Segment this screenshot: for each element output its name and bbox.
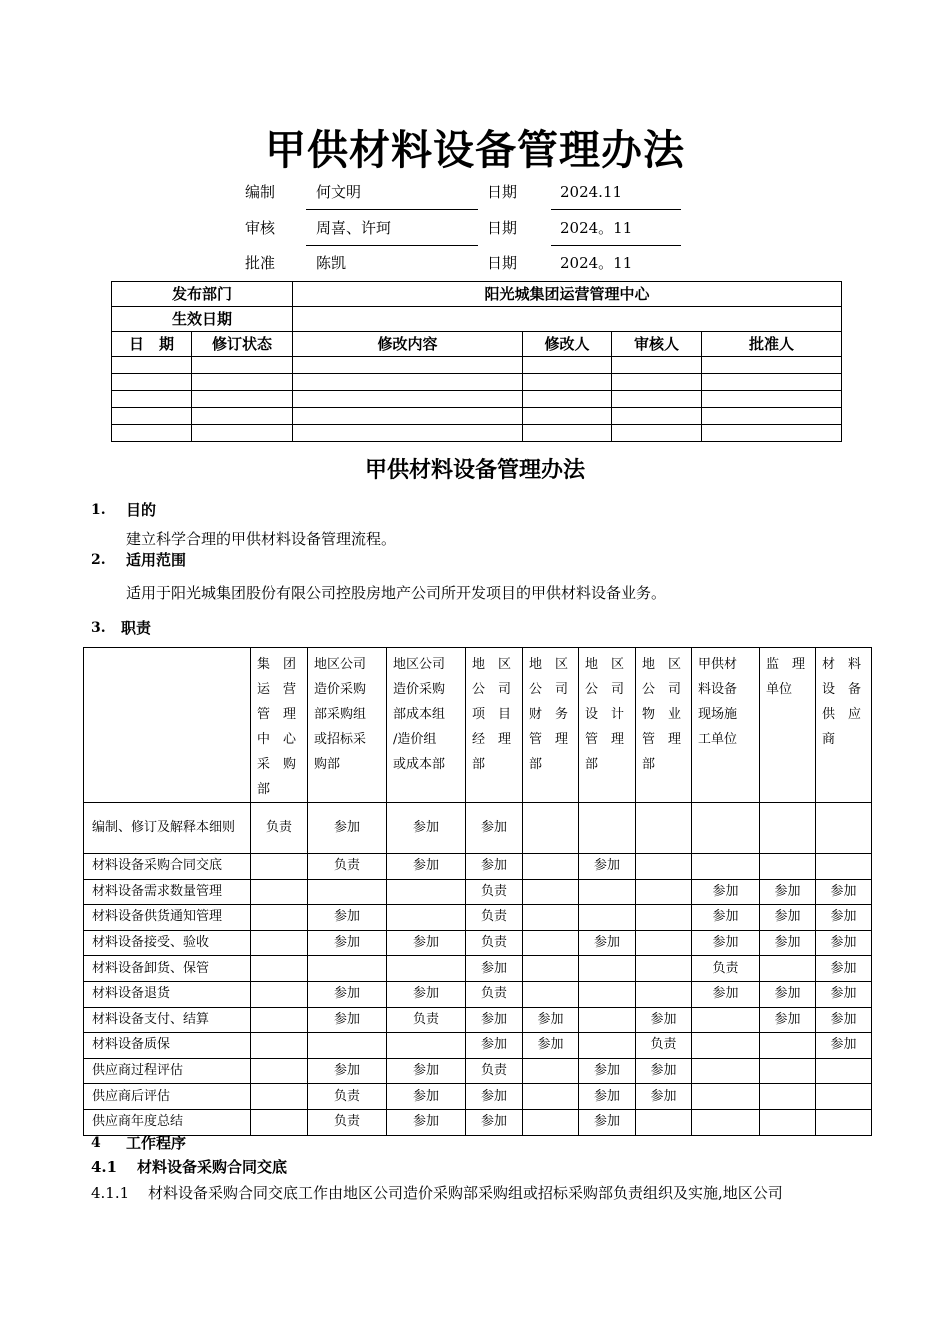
column-header-line: 现场施 — [698, 707, 738, 722]
meta-date-label: 日期 — [487, 183, 518, 201]
role-cell — [308, 956, 387, 982]
role-cell: 参加 — [308, 905, 387, 931]
role-cell: 参加 — [816, 981, 872, 1007]
role-cell: 参加 — [760, 879, 816, 905]
role-cell — [636, 1109, 692, 1135]
role-cell — [760, 1084, 816, 1110]
role-cell: 参加 — [387, 981, 466, 1007]
column-header-line: 财 务 — [529, 707, 569, 722]
role-cell — [692, 1033, 760, 1059]
column-header-line: 地 区 — [585, 657, 625, 672]
role-cell — [251, 1033, 308, 1059]
role-cell — [579, 803, 636, 854]
column-header-line: 管 理 — [642, 732, 682, 747]
column-header-line: 设 备 — [822, 682, 862, 697]
role-cell — [523, 854, 579, 880]
table-row — [84, 1109, 872, 1135]
role-cell — [251, 1109, 308, 1135]
role-cell: 参加 — [760, 930, 816, 956]
role-cell — [523, 981, 579, 1007]
role-cell: 参加 — [816, 930, 872, 956]
role-cell: 参加 — [816, 1007, 872, 1033]
column-header-line: 料设备 — [698, 682, 738, 697]
role-cell — [251, 879, 308, 905]
effective-label: 生效日期 — [112, 307, 293, 332]
role-cell — [523, 956, 579, 982]
role-cell — [308, 1033, 387, 1059]
role-cell: 负责 — [466, 981, 523, 1007]
role-cell: 参加 — [466, 1084, 523, 1110]
column-header-line: 地 区 — [642, 657, 682, 672]
column-header-line: 部采购组 — [314, 707, 367, 722]
column-header-line: 监 理 — [766, 657, 806, 672]
responsibility-table — [83, 647, 872, 1136]
column-header-line: 经 理 — [472, 732, 512, 747]
column-header-line: 项 目 — [472, 707, 512, 722]
role-cell — [251, 930, 308, 956]
role-cell — [579, 905, 636, 931]
meta-label-compile: 编制 — [245, 183, 276, 201]
role-cell: 参加 — [692, 930, 760, 956]
column-header — [636, 648, 692, 803]
row-label: 材料设备采购合同交底 — [84, 854, 251, 880]
role-cell: 参加 — [466, 1007, 523, 1033]
role-cell — [523, 803, 579, 854]
column-header-line: 设 计 — [585, 707, 625, 722]
role-cell: 参加 — [692, 981, 760, 1007]
column-header — [760, 648, 816, 803]
section-heading-scope: 适用范围 — [126, 551, 187, 569]
role-cell — [692, 1109, 760, 1135]
section-title: 甲供材料设备管理办法 — [364, 458, 585, 483]
role-cell: 参加 — [692, 905, 760, 931]
role-cell — [523, 1109, 579, 1135]
meta-label-review: 审核 — [245, 219, 276, 237]
role-cell: 参加 — [387, 854, 466, 880]
column-header-line: 工单位 — [698, 732, 738, 747]
corner-cell — [84, 648, 251, 803]
role-cell — [251, 905, 308, 931]
column-header-line: 造价采购 — [393, 682, 446, 697]
role-cell — [387, 879, 466, 905]
role-cell — [523, 879, 579, 905]
role-cell — [636, 905, 692, 931]
role-cell: 参加 — [466, 1109, 523, 1135]
column-header-line: 地 区 — [472, 657, 512, 672]
role-cell: 参加 — [636, 1084, 692, 1110]
column-header-line: 公 司 — [472, 682, 512, 697]
column-header — [466, 648, 523, 803]
role-cell — [523, 1084, 579, 1110]
role-cell: 负责 — [466, 1058, 523, 1084]
meta-date-label: 日期 — [487, 219, 518, 237]
col-header-reviewer: 审核人 — [612, 332, 702, 357]
col-header-content: 修改内容 — [293, 332, 523, 357]
meta-date-review: 2024。11 — [560, 219, 633, 237]
role-cell: 参加 — [760, 1007, 816, 1033]
role-cell: 参加 — [387, 930, 466, 956]
role-cell: 参加 — [816, 879, 872, 905]
column-header-line: 部 — [642, 757, 656, 772]
section-heading-responsibilities: 职责 — [121, 619, 152, 637]
table-row — [84, 1033, 872, 1059]
role-cell: 参加 — [636, 1058, 692, 1084]
role-cell: 负责 — [308, 1084, 387, 1110]
role-cell — [692, 1058, 760, 1084]
role-cell: 参加 — [523, 1033, 579, 1059]
col-header-approver: 批准人 — [702, 332, 842, 357]
role-cell: 参加 — [466, 803, 523, 854]
role-cell: 参加 — [308, 1007, 387, 1033]
role-cell: 参加 — [387, 1109, 466, 1135]
column-header-line: 单位 — [766, 682, 793, 697]
role-cell: 参加 — [308, 1058, 387, 1084]
section-number: 4 — [91, 1135, 101, 1151]
meta-date-compile: 2024.11 — [560, 183, 623, 201]
role-cell: 参加 — [308, 981, 387, 1007]
table-row — [84, 803, 872, 854]
column-header — [251, 648, 308, 803]
table-row — [84, 956, 872, 982]
role-cell: 负责 — [636, 1033, 692, 1059]
column-header-line: 运 营 — [257, 682, 297, 697]
meta-label-approve: 批准 — [245, 254, 276, 272]
role-cell: 参加 — [760, 905, 816, 931]
role-cell — [251, 1007, 308, 1033]
role-cell — [816, 1058, 872, 1084]
role-cell: 负责 — [251, 803, 308, 854]
column-header-line: 管 理 — [585, 732, 625, 747]
row-label: 供应商年度总结 — [84, 1109, 251, 1135]
column-header-line: 造价采购 — [314, 682, 367, 697]
column-header-line: 商 — [822, 732, 836, 747]
clause-number: 4.1.1 — [91, 1184, 130, 1202]
meta-date-label: 日期 — [487, 254, 518, 272]
column-header-line: 材 料 — [822, 657, 862, 672]
row-label: 材料设备退货 — [84, 981, 251, 1007]
role-cell — [308, 879, 387, 905]
column-header — [308, 648, 387, 803]
role-cell — [816, 1109, 872, 1135]
column-header — [692, 648, 760, 803]
column-header-line: 采 购 — [257, 757, 297, 772]
role-cell: 参加 — [308, 930, 387, 956]
role-cell — [692, 1084, 760, 1110]
column-header-line: 物 业 — [642, 707, 682, 722]
role-cell — [251, 854, 308, 880]
row-label: 材料设备质保 — [84, 1033, 251, 1059]
column-header-line: 部 — [529, 757, 543, 772]
role-cell — [579, 879, 636, 905]
col-header-date: 日 期 — [112, 332, 192, 357]
role-cell — [816, 854, 872, 880]
role-cell — [251, 1058, 308, 1084]
role-cell — [760, 956, 816, 982]
meta-value-approve: 陈凯 — [316, 254, 347, 272]
role-cell — [251, 981, 308, 1007]
role-cell — [816, 803, 872, 854]
role-cell — [251, 1084, 308, 1110]
column-header — [816, 648, 872, 803]
meta-date-approve: 2024。11 — [560, 254, 633, 272]
role-cell — [692, 1007, 760, 1033]
section-number: 2. — [91, 552, 106, 568]
role-cell: 参加 — [692, 879, 760, 905]
table-row — [112, 374, 842, 391]
role-cell: 参加 — [523, 1007, 579, 1033]
role-cell — [760, 1058, 816, 1084]
role-cell: 负责 — [308, 854, 387, 880]
role-cell: 参加 — [760, 981, 816, 1007]
role-cell: 参加 — [579, 1109, 636, 1135]
role-cell — [760, 803, 816, 854]
role-cell: 参加 — [816, 1033, 872, 1059]
role-cell — [692, 803, 760, 854]
role-cell — [636, 803, 692, 854]
role-cell — [816, 1084, 872, 1110]
role-cell: 参加 — [387, 1084, 466, 1110]
column-header-line: 集 团 — [257, 657, 297, 672]
column-header-line: 地区公司 — [393, 657, 446, 672]
role-cell: 参加 — [636, 1007, 692, 1033]
role-cell — [523, 1058, 579, 1084]
column-header-line: 甲供材 — [698, 657, 738, 672]
purpose-text: 建立科学合理的甲供材料设备管理流程。 — [126, 530, 397, 548]
section-heading-contract-briefing: 材料设备采购合同交底 — [137, 1158, 288, 1176]
column-header-line: 部 — [472, 757, 486, 772]
col-header-modifier: 修改人 — [523, 332, 612, 357]
role-cell: 参加 — [466, 854, 523, 880]
role-cell — [251, 956, 308, 982]
table-row — [84, 1007, 872, 1033]
dept-label: 发布部门 — [112, 282, 293, 307]
role-cell — [387, 1033, 466, 1059]
col-header-status: 修订状态 — [192, 332, 293, 357]
column-header — [523, 648, 579, 803]
table-row — [112, 425, 842, 442]
role-cell — [579, 981, 636, 1007]
column-header-line: 管 理 — [257, 707, 297, 722]
role-cell — [760, 1033, 816, 1059]
clause-text: 材料设备采购合同交底工作由地区公司造价采购部采购组或招标采购部负责组织及实施,地区公司 — [148, 1184, 783, 1202]
table-row — [112, 391, 842, 408]
role-cell — [636, 930, 692, 956]
table-header-row — [84, 648, 872, 803]
role-cell — [692, 854, 760, 880]
revision-table — [111, 281, 842, 442]
scope-text: 适用于阳光城集团股份有限公司控股房地产公司所开发项目的甲供材料设备业务。 — [126, 584, 667, 602]
role-cell — [760, 854, 816, 880]
role-cell: 参加 — [579, 930, 636, 956]
table-row — [84, 1058, 872, 1084]
role-cell — [760, 1109, 816, 1135]
role-cell — [387, 956, 466, 982]
effective-value — [293, 307, 842, 332]
role-cell: 参加 — [466, 1033, 523, 1059]
role-cell — [579, 956, 636, 982]
column-header-line: 地 区 — [529, 657, 569, 672]
meta-value-review: 周喜、许珂 — [316, 219, 392, 237]
section-number: 4.1 — [91, 1158, 118, 1176]
section-heading-purpose: 目的 — [126, 501, 157, 519]
row-label: 材料设备接受、验收 — [84, 930, 251, 956]
column-header-line: 公 司 — [585, 682, 625, 697]
section-number: 1. — [91, 502, 106, 518]
table-row — [112, 357, 842, 374]
column-header — [579, 648, 636, 803]
table-row — [84, 879, 872, 905]
column-header-line: 管 理 — [529, 732, 569, 747]
table-row — [84, 905, 872, 931]
column-header — [387, 648, 466, 803]
role-cell: 参加 — [387, 803, 466, 854]
table-row — [112, 408, 842, 425]
table-row — [84, 1084, 872, 1110]
column-header-line: 地区公司 — [314, 657, 367, 672]
row-label: 供应商后评估 — [84, 1084, 251, 1110]
table-row — [84, 981, 872, 1007]
role-cell: 负责 — [466, 905, 523, 931]
meta-value-compile: 何文明 — [316, 183, 362, 201]
role-cell — [636, 956, 692, 982]
row-label: 材料设备支付、结算 — [84, 1007, 251, 1033]
role-cell: 负责 — [466, 930, 523, 956]
role-cell: 参加 — [579, 854, 636, 880]
dept-value: 阳光城集团运营管理中心 — [293, 282, 842, 307]
row-label: 编制、修订及解释本细则 — [84, 803, 251, 854]
role-cell — [387, 905, 466, 931]
column-header-line: 部 — [257, 782, 271, 797]
row-label: 材料设备卸货、保管 — [84, 956, 251, 982]
column-header-line: 公 司 — [642, 682, 682, 697]
role-cell: 负责 — [387, 1007, 466, 1033]
role-cell: 参加 — [387, 1058, 466, 1084]
role-cell: 参加 — [579, 1058, 636, 1084]
section-heading-procedure: 工作程序 — [126, 1134, 187, 1152]
role-cell — [523, 930, 579, 956]
role-cell — [579, 1007, 636, 1033]
column-header-line: 供 应 — [822, 707, 862, 722]
role-cell — [636, 981, 692, 1007]
role-cell: 参加 — [466, 956, 523, 982]
role-cell — [579, 1033, 636, 1059]
table-row — [84, 930, 872, 956]
column-header-line: 或成本部 — [393, 757, 446, 772]
role-cell: 参加 — [816, 956, 872, 982]
column-header-line: 中 心 — [257, 732, 297, 747]
table-row — [84, 854, 872, 880]
section-number: 3. — [91, 620, 106, 636]
role-cell — [523, 905, 579, 931]
role-cell: 负责 — [466, 879, 523, 905]
column-header-line: 购部 — [314, 757, 341, 772]
row-label: 供应商过程评估 — [84, 1058, 251, 1084]
role-cell: 参加 — [579, 1084, 636, 1110]
column-header-line: 部成本组 — [393, 707, 446, 722]
column-header-line: 或招标采 — [314, 732, 367, 747]
column-header-line: 公 司 — [529, 682, 569, 697]
document-title: 甲供材料设备管理办法 — [265, 126, 685, 174]
role-cell: 负责 — [692, 956, 760, 982]
role-cell: 参加 — [308, 803, 387, 854]
row-label: 材料设备供货通知管理 — [84, 905, 251, 931]
column-header-line: 部 — [585, 757, 599, 772]
role-cell: 参加 — [816, 905, 872, 931]
role-cell — [636, 854, 692, 880]
column-header-line: /造价组 — [393, 732, 437, 747]
role-cell: 负责 — [308, 1109, 387, 1135]
role-cell — [636, 879, 692, 905]
row-label: 材料设备需求数量管理 — [84, 879, 251, 905]
